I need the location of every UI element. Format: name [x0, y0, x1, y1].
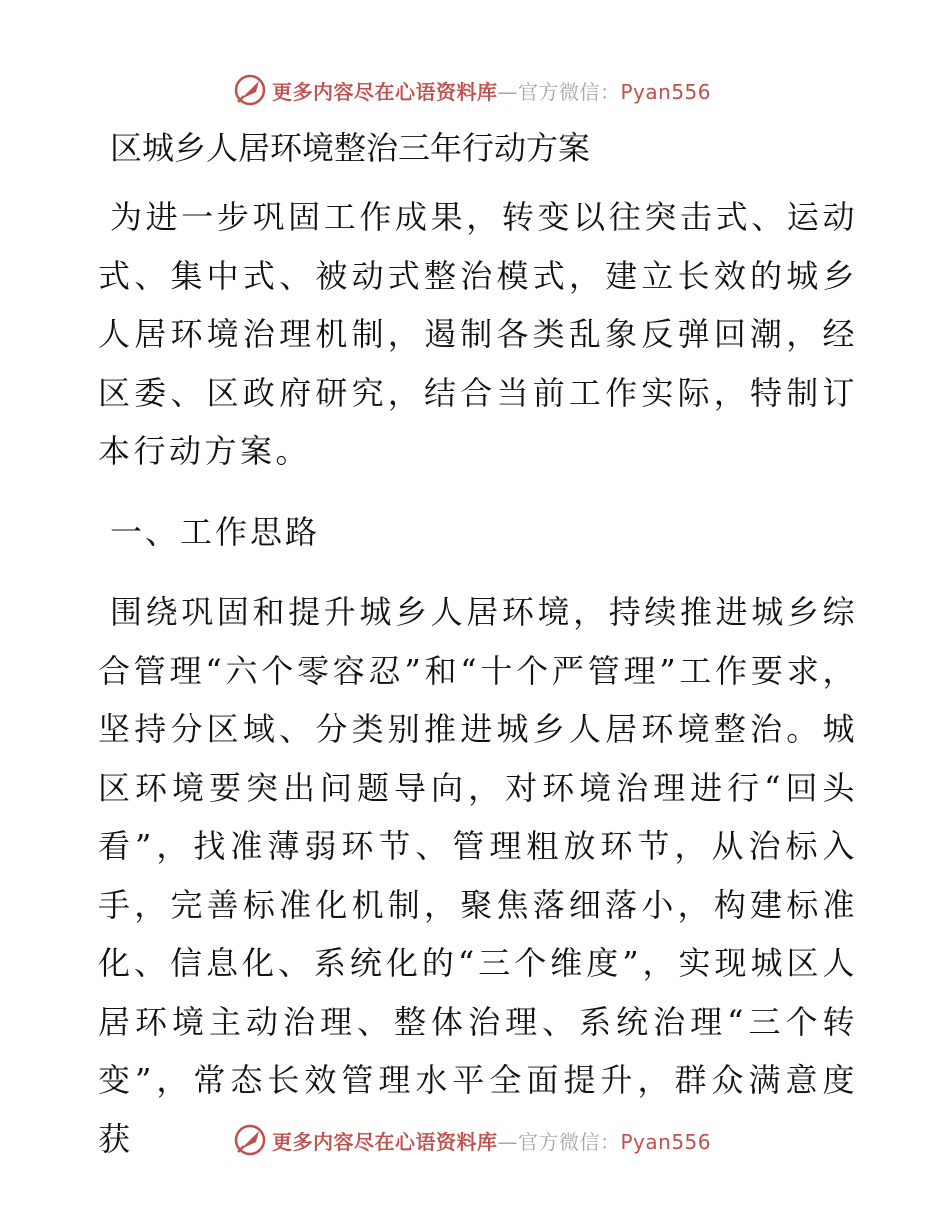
document-body: [98, 122, 858, 1168]
section-heading: 一、工作思路: [110, 512, 321, 551]
watermark-label: 官方微信：: [518, 79, 621, 104]
watermark-wechat-id: Pyan556: [620, 79, 712, 104]
watermark-text: [272, 76, 711, 105]
intro-paragraph: 为进一步巩固工作成果，转变以往突击式、运动式、集中式、被动式整治模式，建立长效的城乡人居环境治理机制，遏制各类乱象反弹回潮，经区委、区政府研究，结合当前工作实际，特制订本行动方案。: [98, 198, 858, 470]
watermark-label: 官方微信：: [518, 1129, 621, 1154]
watermark-footer: [0, 1120, 950, 1160]
document-title: 区城乡人居环境整治三年行动方案: [110, 129, 591, 167]
watermark-header: [0, 70, 950, 110]
watermark-dash: —: [497, 1129, 518, 1154]
watermark-main: 更多内容尽在心语资料库: [272, 1129, 498, 1154]
watermark-main: 更多内容尽在心语资料库: [272, 79, 498, 104]
section-paragraph: 围绕巩固和提升城乡人居环境，持续推进城乡综合管理“六个零容忍”和“十个严管理”工作要求，坚持分区域、分类别推进城乡人居环境整治。城区环境要突出问题导向，对环境治理进行“回头看”，找准薄弱环节、管理粗放环节，从治标入手，完善标准化机制，聚焦落细落小，构建标准化、信息化、系统化的“三个维度”，实现城区人居环境主动治理、整体治理、系统治理“三个转变”，常态长效管理水平全面提升，群众满意度获: [98, 593, 858, 1158]
quill-logo-icon: [232, 72, 268, 108]
watermark-text: [272, 1126, 711, 1155]
watermark-dash: —: [497, 79, 518, 104]
watermark-wechat-id: Pyan556: [620, 1129, 712, 1154]
quill-logo-icon: [232, 1122, 268, 1158]
